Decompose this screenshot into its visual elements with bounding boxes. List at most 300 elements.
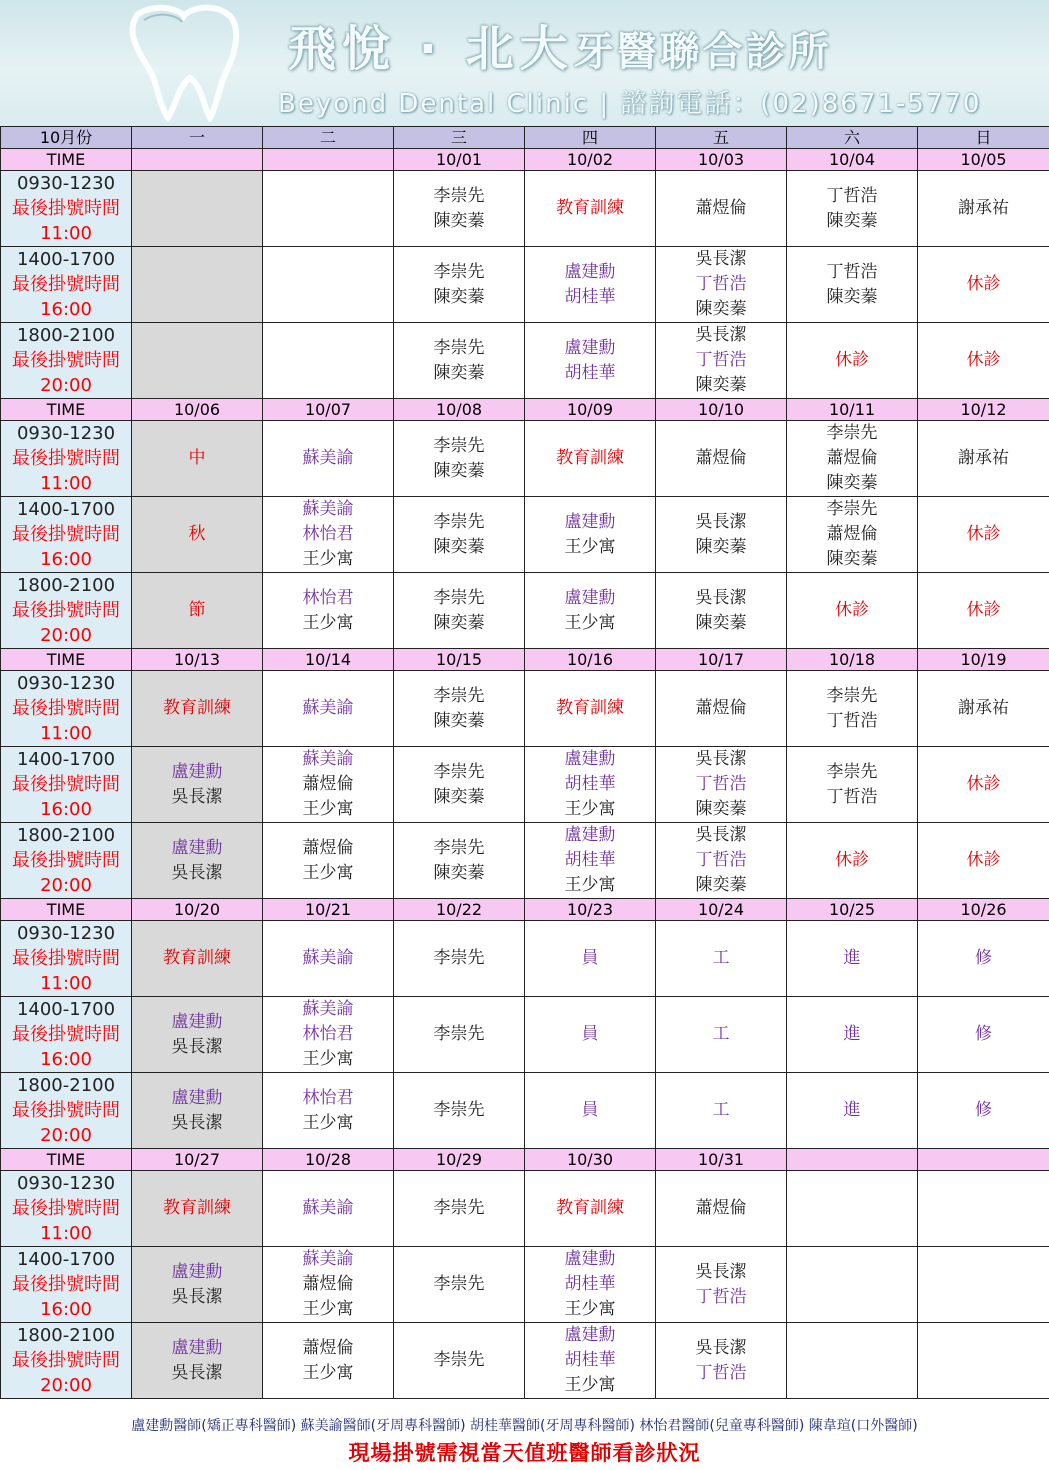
- doctor-name: 蕭煜倫: [695, 448, 747, 468]
- last-registration-label: 最後掛號時間: [12, 600, 120, 621]
- schedule-cell: [918, 1171, 1049, 1247]
- weekday-header: 二: [263, 127, 394, 149]
- schedule-table: [0, 126, 1049, 1399]
- schedule-cell: [918, 1073, 1049, 1149]
- date-cell: 10/12: [918, 399, 1049, 421]
- doctor-name: 工: [712, 1100, 730, 1120]
- schedule-cell: [787, 1171, 918, 1247]
- doctor-name: 陳奕蓁: [695, 375, 747, 395]
- schedule-cell: [525, 323, 656, 399]
- schedule-cell: [918, 823, 1049, 899]
- schedule-cell: [918, 421, 1049, 497]
- time-label: TIME: [1, 899, 132, 921]
- schedule-cell: [132, 1171, 263, 1247]
- schedule-cell: [132, 1323, 263, 1399]
- schedule-cell: [656, 573, 787, 649]
- doctor-name: 休診: [835, 350, 869, 370]
- doctor-name: 蘇美諭: [302, 448, 354, 468]
- doctor-name: 休診: [835, 600, 869, 620]
- time-range: 0930-1230: [16, 423, 116, 444]
- schedule-cell: [525, 823, 656, 899]
- date-cell: [918, 1149, 1049, 1171]
- time-slot-cell: [1, 921, 132, 997]
- schedule-cell: [132, 247, 263, 323]
- schedule-cell: [132, 323, 263, 399]
- doctor-name: 員: [581, 1024, 599, 1044]
- doctor-name: 吳長潔: [695, 511, 747, 532]
- doctor-name: 教育訓練: [556, 698, 624, 718]
- schedule-cell: [787, 1247, 918, 1323]
- schedule-cell: [394, 323, 525, 399]
- schedule-cell: [132, 823, 263, 899]
- last-registration-label: 最後掛號時間: [12, 850, 120, 871]
- doctor-name: 修: [975, 1100, 992, 1120]
- date-cell: 10/04: [787, 149, 918, 171]
- doctor-name: 陳奕蓁: [433, 612, 485, 633]
- doctor-name: 吳長潔: [171, 1286, 223, 1307]
- last-registration-label: 最後掛號時間: [12, 948, 120, 969]
- date-cell: 10/08: [394, 399, 525, 421]
- schedule-cell: [394, 171, 525, 247]
- doctor-name: 工: [712, 1024, 730, 1044]
- last-registration-time: 20:00: [40, 1125, 92, 1146]
- date-cell: 10/17: [656, 649, 787, 671]
- schedule-cell: [787, 823, 918, 899]
- time-label: TIME: [1, 649, 132, 671]
- doctor-name: 吳長潔: [171, 1112, 223, 1133]
- doctor-name: 李崇先: [433, 685, 485, 706]
- schedule-cell: [525, 421, 656, 497]
- doctor-name: 中: [188, 448, 206, 468]
- date-cell: 10/19: [918, 649, 1049, 671]
- doctor-name: 教育訓練: [163, 698, 231, 718]
- doctor-name: 胡桂華: [564, 1274, 616, 1294]
- time-slot-row: [1, 323, 1049, 399]
- time-range: 1400-1700: [16, 249, 116, 270]
- doctor-name: 工: [712, 948, 730, 968]
- doctor-name: 丁哲浩: [695, 274, 747, 294]
- clinic-name-main: 飛悅 · 北大: [288, 21, 574, 77]
- time-slot-row: [1, 747, 1049, 823]
- doctor-name: 吳長潔: [171, 862, 223, 883]
- date-cell: 10/11: [787, 399, 918, 421]
- schedule-cell: [918, 573, 1049, 649]
- date-cell: 10/18: [787, 649, 918, 671]
- last-registration-label: 最後掛號時間: [12, 1198, 120, 1219]
- doctor-name: 陳奕蓁: [695, 875, 747, 895]
- doctor-name: 李崇先: [433, 435, 485, 456]
- doctor-name: 節: [188, 600, 206, 620]
- doctor-name: 蘇美諭: [302, 948, 354, 968]
- schedule-cell: [787, 421, 918, 497]
- schedule-cell: [394, 497, 525, 573]
- schedule-cell: [394, 421, 525, 497]
- doctor-name: 李崇先: [826, 423, 878, 443]
- time-range: 1800-2100: [16, 575, 116, 596]
- doctor-name: 李崇先: [433, 761, 485, 782]
- date-row: [1, 899, 1049, 921]
- time-range: 1800-2100: [16, 825, 116, 846]
- time-slot-cell: [1, 497, 132, 573]
- doctor-name: 丁哲浩: [695, 850, 747, 870]
- schedule-cell: [263, 497, 394, 573]
- last-registration-time: 11:00: [40, 473, 92, 494]
- schedule-cell: [263, 421, 394, 497]
- schedule-cell: [132, 421, 263, 497]
- weekday-header: 三: [394, 127, 525, 149]
- doctor-name: 陳奕蓁: [695, 536, 747, 557]
- clinic-contact: Beyond Dental Clinic | 諮詢電話：(02)8671-5770: [278, 89, 982, 119]
- doctor-name: 陳奕蓁: [695, 799, 747, 819]
- time-range: 0930-1230: [16, 673, 116, 694]
- doctor-name: 陳奕蓁: [433, 786, 485, 807]
- date-cell: 10/29: [394, 1149, 525, 1171]
- time-slot-row: [1, 497, 1049, 573]
- time-range: 1400-1700: [16, 1249, 116, 1270]
- date-cell: 10/02: [525, 149, 656, 171]
- last-registration-label: 最後掛號時間: [12, 350, 120, 371]
- date-cell: 10/13: [132, 649, 263, 671]
- tooth-logo-icon: [118, 0, 243, 122]
- time-label: TIME: [1, 399, 132, 421]
- last-registration-time: 16:00: [40, 549, 92, 570]
- schedule-cell: [525, 171, 656, 247]
- schedule-cell: [787, 323, 918, 399]
- schedule-cell: [787, 1073, 918, 1149]
- doctor-name: 陳奕蓁: [695, 299, 747, 319]
- doctor-name: 休診: [966, 600, 1001, 620]
- weekday-header: 四: [525, 127, 656, 149]
- schedule-cell: [132, 997, 263, 1073]
- schedule-cell: [656, 1323, 787, 1399]
- doctor-name: 王少寓: [302, 612, 354, 633]
- date-row: [1, 149, 1049, 171]
- time-slot-row: [1, 1073, 1049, 1149]
- time-range: 1400-1700: [16, 499, 116, 520]
- doctor-name: 李崇先: [433, 337, 485, 358]
- doctor-name: 蕭煜倫: [695, 1198, 747, 1218]
- date-cell: 10/28: [263, 1149, 394, 1171]
- doctor-name: 王少寓: [302, 862, 354, 883]
- doctor-name: 陳奕蓁: [433, 362, 485, 383]
- schedule-cell: [787, 247, 918, 323]
- time-range: 0930-1230: [16, 173, 116, 194]
- doctor-name: 丁哲浩: [826, 185, 878, 206]
- date-cell: [787, 1149, 918, 1171]
- doctor-name: 王少寓: [564, 1299, 616, 1319]
- schedule-cell: [263, 747, 394, 823]
- doctor-name: 李崇先: [433, 587, 485, 608]
- schedule-cell: [656, 747, 787, 823]
- schedule-cell: [525, 1247, 656, 1323]
- schedule-cell: [263, 573, 394, 649]
- doctor-name: 李崇先: [433, 1274, 485, 1294]
- weekday-header: 日: [918, 127, 1049, 149]
- schedule-cell: [525, 747, 656, 823]
- schedule-cell: [656, 421, 787, 497]
- date-cell: 10/03: [656, 149, 787, 171]
- last-registration-time: 16:00: [40, 1049, 92, 1070]
- time-slot-row: [1, 1247, 1049, 1323]
- registration-notice: 現場掛號需視當天值班醫師看診狀況: [348, 1441, 701, 1465]
- doctor-name: 王少寓: [302, 549, 354, 569]
- date-cell: 10/21: [263, 899, 394, 921]
- schedule-cell: [394, 1073, 525, 1149]
- last-registration-label: 最後掛號時間: [12, 698, 120, 719]
- date-cell: 10/14: [263, 649, 394, 671]
- last-registration-time: 11:00: [40, 223, 92, 244]
- doctor-name: 王少寓: [564, 536, 616, 557]
- time-range: 1400-1700: [16, 749, 116, 770]
- last-registration-time: 20:00: [40, 625, 92, 646]
- time-slot-row: [1, 573, 1049, 649]
- doctor-name: 丁哲浩: [695, 774, 747, 794]
- schedule-cell: [918, 323, 1049, 399]
- time-range: 0930-1230: [16, 923, 116, 944]
- doctor-name: 盧建勳: [564, 511, 616, 532]
- schedule-cell: [394, 573, 525, 649]
- doctor-name: 陳奕蓁: [433, 710, 485, 731]
- doctor-name: 陳奕蓁: [826, 210, 878, 231]
- doctor-name: 進: [843, 1024, 861, 1044]
- doctor-name: 盧建勳: [564, 1249, 616, 1269]
- schedule-cell: [132, 747, 263, 823]
- doctor-name: 蘇美諭: [302, 749, 354, 769]
- date-cell: 10/24: [656, 899, 787, 921]
- schedule-cell: [132, 171, 263, 247]
- date-row: [1, 1149, 1049, 1171]
- time-slot-row: [1, 1323, 1049, 1399]
- last-registration-label: 最後掛號時間: [12, 774, 120, 795]
- doctor-name: 陳奕蓁: [826, 549, 878, 569]
- schedule-cell: [656, 1073, 787, 1149]
- schedule-cell: [656, 171, 787, 247]
- clinic-banner: [0, 0, 1049, 126]
- doctor-name: 蘇美諭: [302, 499, 354, 519]
- doctor-name: 進: [843, 948, 861, 968]
- date-cell: 10/25: [787, 899, 918, 921]
- doctor-name: 王少寓: [564, 612, 616, 633]
- doctor-name: 李崇先: [433, 837, 485, 858]
- date-row: [1, 399, 1049, 421]
- doctor-name: 李崇先: [433, 1024, 485, 1044]
- doctor-name: 蘇美諭: [302, 1249, 354, 1269]
- doctor-name: 丁哲浩: [695, 1362, 747, 1383]
- schedule-cell: [525, 573, 656, 649]
- time-slot-row: [1, 421, 1049, 497]
- schedule-cell: [656, 323, 787, 399]
- doctor-name: 盧建勳: [171, 1261, 223, 1282]
- doctor-name: 吳長潔: [695, 825, 747, 845]
- schedule-cell: [263, 1073, 394, 1149]
- doctor-name: 陳奕蓁: [433, 460, 485, 481]
- time-slot-cell: [1, 573, 132, 649]
- schedule-cell: [656, 823, 787, 899]
- doctor-name: 謝承祐: [958, 198, 1009, 218]
- doctor-name: 教育訓練: [163, 948, 231, 968]
- date-cell: 10/01: [394, 149, 525, 171]
- schedule-cell: [656, 497, 787, 573]
- doctor-name: 王少寓: [302, 1112, 354, 1133]
- last-registration-label: 最後掛號時間: [12, 1274, 120, 1295]
- time-slot-cell: [1, 1073, 132, 1149]
- doctor-name: 謝承祐: [958, 448, 1009, 468]
- clinic-name-sub: 牙醫聯合診所: [573, 29, 832, 75]
- doctor-name: 胡桂華: [564, 362, 616, 383]
- time-slot-cell: [1, 997, 132, 1073]
- doctor-name: 謝承祐: [958, 698, 1009, 718]
- schedule-cell: [394, 823, 525, 899]
- doctors-note: 盧建勳醫師(矯正專科醫師) 蘇美諭醫師(牙周專科醫師) 胡桂華醫師(牙周專科醫師) 林怡君醫師(兒童專科醫師) 陳韋瑄(口外醫師): [131, 1418, 918, 1434]
- doctor-name: 教育訓練: [556, 198, 624, 218]
- doctor-name: 李崇先: [433, 1350, 485, 1370]
- doctor-name: 胡桂華: [564, 774, 616, 794]
- doctor-name: 李崇先: [433, 185, 485, 206]
- doctor-name: 盧建勳: [171, 1337, 223, 1358]
- doctor-name: 蕭煜倫: [695, 698, 747, 718]
- doctor-name: 陳奕蓁: [433, 286, 485, 307]
- doctor-name: 修: [975, 948, 992, 968]
- schedule-cell: [263, 997, 394, 1073]
- schedule-cell: [787, 997, 918, 1073]
- doctor-name: 休診: [966, 524, 1001, 544]
- schedule-cell: [525, 1323, 656, 1399]
- schedule-cell: [656, 1247, 787, 1323]
- doctor-name: 胡桂華: [564, 286, 616, 307]
- doctor-name: 教育訓練: [556, 1198, 624, 1218]
- time-slot-cell: [1, 1323, 132, 1399]
- time-slot-cell: [1, 823, 132, 899]
- doctor-name: 陳奕蓁: [433, 862, 485, 883]
- date-cell: 10/15: [394, 649, 525, 671]
- last-registration-time: 11:00: [40, 723, 92, 744]
- doctor-name: 蘇美諭: [302, 698, 354, 718]
- doctor-name: 陳奕蓁: [695, 612, 747, 633]
- doctor-name: 李崇先: [433, 261, 485, 282]
- doctor-name: 休診: [966, 350, 1001, 370]
- doctor-name: 盧建勳: [171, 1087, 223, 1108]
- time-slot-row: [1, 247, 1049, 323]
- date-cell: [132, 149, 263, 171]
- doctor-name: 丁哲浩: [826, 710, 878, 731]
- doctor-name: 林怡君: [302, 587, 354, 608]
- doctor-name: 丁哲浩: [695, 1286, 747, 1307]
- time-label: TIME: [1, 149, 132, 171]
- doctor-name: 吳長潔: [695, 587, 747, 608]
- date-cell: 10/05: [918, 149, 1049, 171]
- last-registration-label: 最後掛號時間: [12, 1024, 120, 1045]
- time-slot-cell: [1, 747, 132, 823]
- schedule-cell: [263, 1323, 394, 1399]
- doctor-name: 蕭煜倫: [695, 198, 747, 218]
- doctor-name: 蘇美諭: [302, 1198, 354, 1218]
- schedule-cell: [525, 671, 656, 747]
- schedule-cell: [787, 573, 918, 649]
- doctor-name: 吳長潔: [695, 749, 747, 769]
- doctor-name: 盧建勳: [564, 1325, 616, 1345]
- schedule-cell: [918, 997, 1049, 1073]
- time-slot-cell: [1, 421, 132, 497]
- doctor-name: 王少寓: [564, 1375, 616, 1395]
- schedule-cell: [656, 997, 787, 1073]
- schedule-cell: [918, 671, 1049, 747]
- doctor-name: 林怡君: [302, 524, 354, 544]
- schedule-cell: [263, 247, 394, 323]
- doctor-name: 蕭煜倫: [826, 524, 878, 544]
- schedule-cell: [263, 823, 394, 899]
- doctor-name: 李崇先: [433, 511, 485, 532]
- doctor-name: 盧建勳: [171, 837, 223, 858]
- schedule-cell: [132, 573, 263, 649]
- schedule-cell: [525, 247, 656, 323]
- date-cell: 10/10: [656, 399, 787, 421]
- date-row: [1, 649, 1049, 671]
- schedule-cell: [394, 997, 525, 1073]
- doctor-name: 丁哲浩: [826, 786, 878, 807]
- time-range: 0930-1230: [16, 1173, 116, 1194]
- date-cell: 10/20: [132, 899, 263, 921]
- doctor-name: 陳奕蓁: [433, 536, 485, 557]
- date-cell: 10/27: [132, 1149, 263, 1171]
- doctor-name: 李崇先: [433, 948, 485, 968]
- last-registration-label: 最後掛號時間: [12, 274, 120, 295]
- last-registration-time: 16:00: [40, 299, 92, 320]
- weekday-header: 五: [656, 127, 787, 149]
- last-registration-time: 11:00: [40, 1223, 92, 1244]
- doctor-name: 陳奕蓁: [433, 210, 485, 231]
- doctor-name: 李崇先: [433, 1100, 485, 1120]
- doctor-name: 吳長潔: [171, 786, 223, 807]
- time-slot-cell: [1, 1247, 132, 1323]
- doctor-name: 進: [843, 1100, 861, 1120]
- last-registration-time: 16:00: [40, 1299, 92, 1320]
- schedule-cell: [656, 1171, 787, 1247]
- last-registration-label: 最後掛號時間: [12, 448, 120, 469]
- doctor-name: 王少寓: [564, 799, 616, 819]
- last-registration-time: 20:00: [40, 1375, 92, 1396]
- doctor-name: 盧建勳: [171, 761, 223, 782]
- time-slot-row: [1, 823, 1049, 899]
- doctor-name: 吳長潔: [695, 325, 747, 345]
- doctor-name: 蕭煜倫: [302, 837, 354, 858]
- doctor-name: 教育訓練: [163, 1198, 231, 1218]
- weekday-header: 一: [132, 127, 263, 149]
- date-cell: 10/06: [132, 399, 263, 421]
- doctor-name: 休診: [966, 774, 1001, 794]
- schedule-cell: [918, 1247, 1049, 1323]
- schedule-cell: [132, 1247, 263, 1323]
- last-registration-label: 最後掛號時間: [12, 1100, 120, 1121]
- schedule-cell: [132, 1073, 263, 1149]
- doctor-name: 盧建勳: [564, 337, 616, 358]
- schedule-cell: [525, 497, 656, 573]
- schedule-cell: [787, 171, 918, 247]
- doctor-name: 休診: [966, 274, 1001, 294]
- time-slot-cell: [1, 671, 132, 747]
- schedule-cell: [525, 997, 656, 1073]
- schedule-cell: [394, 747, 525, 823]
- month-label: 10月份: [1, 127, 132, 149]
- doctor-name: 蕭煜倫: [302, 1337, 354, 1358]
- schedule-cell: [525, 921, 656, 997]
- time-range: 1800-2100: [16, 1075, 116, 1096]
- time-label: TIME: [1, 1149, 132, 1171]
- time-range: 1800-2100: [16, 325, 116, 346]
- schedule-cell: [787, 671, 918, 747]
- schedule-cell: [656, 247, 787, 323]
- doctor-name: 林怡君: [302, 1087, 354, 1108]
- schedule-cell: [394, 1171, 525, 1247]
